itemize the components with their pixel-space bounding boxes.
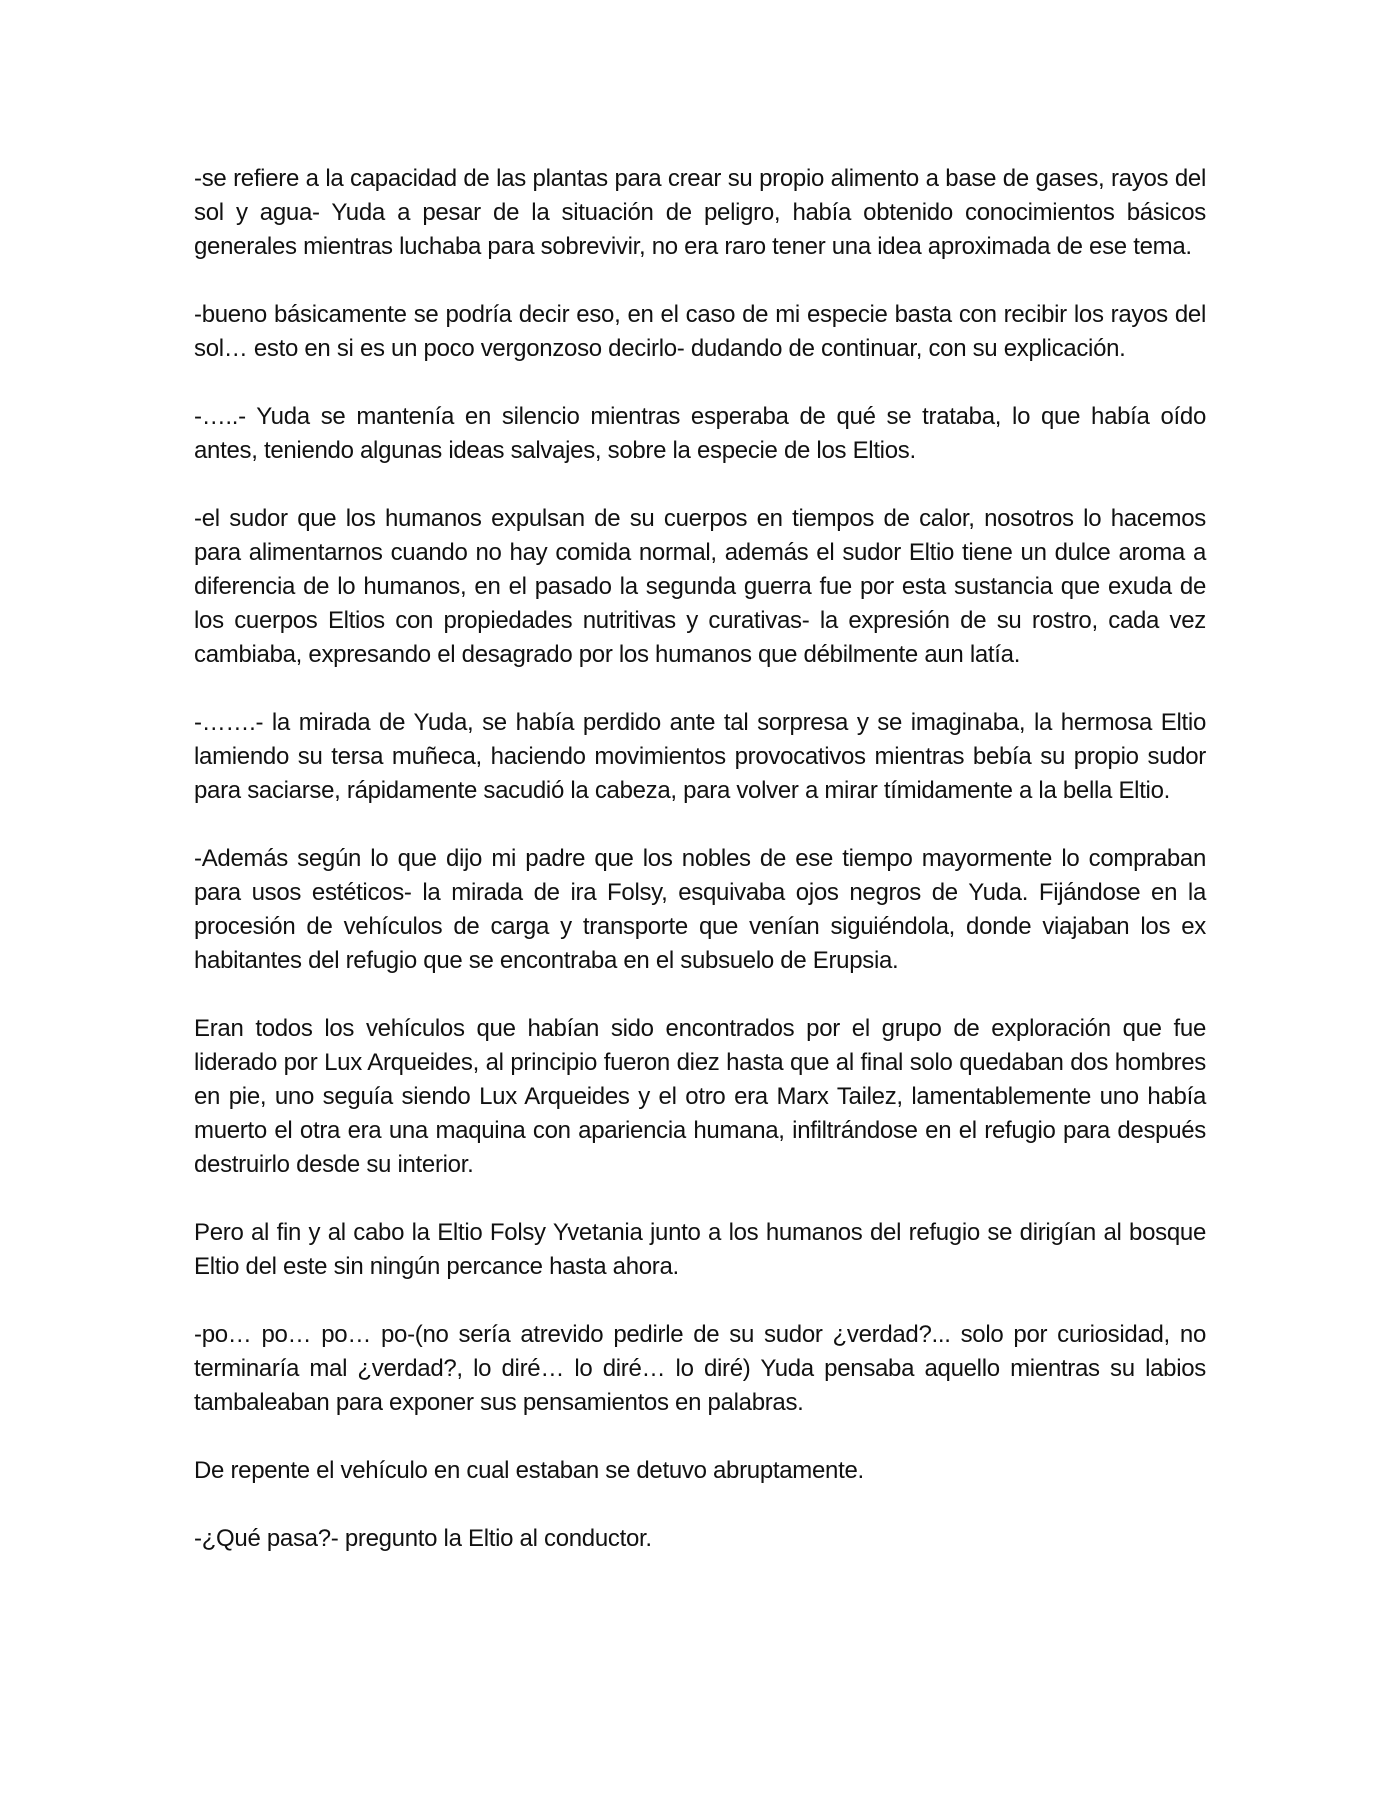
document-body (194, 162, 1206, 1590)
paragraph: -…..- Yuda se mantenía en silencio mientras esperaba de qué se trataba, lo que había oído antes, teniendo algunas ideas salvajes, sobre la especie de los Eltios. (194, 403, 1206, 464)
paragraph: -bueno básicamente se podría decir eso, en el caso de mi especie basta con recibir los rayos del sol… esto en si es un poco vergonzoso decirlo- dudando de continuar, con su explicación. (194, 301, 1206, 362)
paragraph: -Además según lo que dijo mi padre que los nobles de ese tiempo mayormente lo compraban para usos estéticos- la mirada de ira Folsy, esquivaba ojos negros de Yuda. Fijándose en la procesión de vehículos de carga y transporte que venían siguiéndola, donde viajaban los ex habitantes del refugio que se encontraba en el subsuelo de Erupsia. (194, 845, 1206, 974)
paragraph: -el sudor que los humanos expulsan de su cuerpos en tiempos de calor, nosotros lo hacemos para alimentarnos cuando no hay comida normal, además el sudor Eltio tiene un dulce aroma a diferencia de lo humanos, en el pasado la segunda guerra fue por esta sustancia que exuda de los cuerpos Eltios con propiedades nutritivas y curativas- la expresión de su rostro, cada vez cambiaba, expresando el desagrado por los humanos que débilmente aun latía. (194, 505, 1206, 668)
paragraph: Eran todos los vehículos que habían sido encontrados por el grupo de exploración que fue liderado por Lux Arqueides, al principio fueron diez hasta que al final solo quedaban dos hombres en pie, uno seguía siendo Lux Arqueides y el otro era Marx Tailez, lamentablemente uno había muerto el otra era una maquina con apariencia humana, infiltrándose en el refugio para después destruirlo desde su interior. (194, 1015, 1206, 1178)
paragraph: -se refiere a la capacidad de las plantas para crear su propio alimento a base de gases, rayos del sol y agua- Yuda a pesar de la situación de peligro, había obtenido conocimientos básicos generales mientras luchaba para sobrevivir, no era raro tener una idea aproximada de ese tema. (194, 165, 1206, 260)
paragraph: -…….- la mirada de Yuda, se había perdido ante tal sorpresa y se imaginaba, la hermosa Eltio lamiendo su tersa muñeca, haciendo movimientos provocativos mientras bebía su propio sudor para saciarse, rápidamente sacudió la cabeza, para volver a mirar tímidamente a la bella Eltio. (194, 709, 1206, 804)
paragraph: De repente el vehículo en cual estaban se detuvo abruptamente. (194, 1457, 864, 1484)
paragraph: Pero al fin y al cabo la Eltio Folsy Yvetania junto a los humanos del refugio se dirigían al bosque Eltio del este sin ningún percance hasta ahora. (194, 1219, 1206, 1280)
paragraph: -¿Qué pasa?- pregunto la Eltio al conductor. (194, 1525, 652, 1552)
paragraph: -po… po… po… po-(no sería atrevido pedirle de su sudor ¿verdad?... solo por curiosidad, no terminaría mal ¿verdad?, lo diré… lo diré… lo diré) Yuda pensaba aquello mientras su labios tambaleaban para exponer sus pensamientos en palabras. (194, 1321, 1206, 1416)
